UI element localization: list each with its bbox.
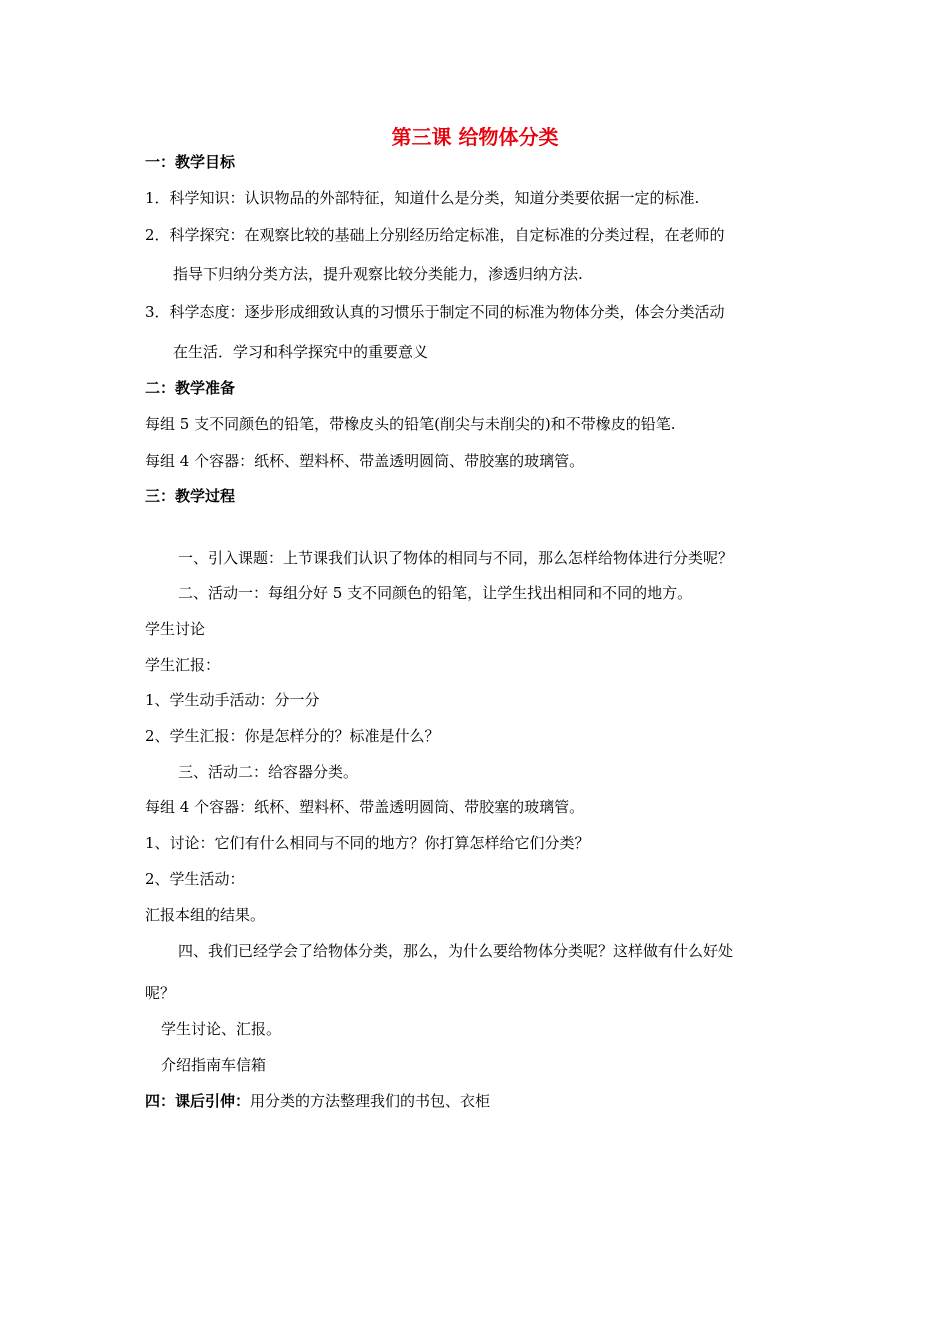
process-student-report: 学生汇报： <box>145 656 221 674</box>
preparation-pencils: 每组 5 支不同颜色的铅笔，带橡皮头的铅笔(削尖与未削尖的)和不带橡皮的铅笔. <box>145 415 676 433</box>
section-heading-preparation: 二：教学准备 <box>145 379 236 397</box>
process-containers: 每组 4 个容器：纸杯、塑料杯、带盖透明圆筒、带胶塞的玻璃管。 <box>145 798 585 816</box>
process-activity-one: 二、活动一：每组分好 5 支不同颜色的铅笔，让学生找出相同和不同的地方。 <box>178 584 693 602</box>
process-report-question: 2、学生汇报：你是怎样分的？标准是什么？ <box>145 727 440 745</box>
goal-knowledge: 1．科学知识：认识物品的外部特征，知道什么是分类，知道分类要依据一定的标准. <box>145 189 700 207</box>
process-student-activity: 2、学生活动： <box>145 870 245 888</box>
goal-attitude-line2: 在生活．学习和科学探究中的重要意义 <box>173 343 429 361</box>
process-activity-two: 三、活动二：给容器分类。 <box>178 763 359 781</box>
process-intro: 一、引入课题：上节课我们认识了物体的相同与不同，那么怎样给物体进行分类呢？ <box>178 549 734 567</box>
goal-attitude-line1: 3．科学态度：逐步形成细致认真的习惯乐于制定不同的标准为物体分类，体会分类活动 <box>145 303 725 321</box>
goal-inquiry-line2: 指导下归纳分类方法，提升观察比较分类能力，渗透归纳方法. <box>173 265 583 283</box>
goal-inquiry-line1: 2．科学探究：在观察比较的基础上分别经历给定标准，自定标准的分类过程，在老师的 <box>145 226 725 244</box>
section-heading-goals: 一：教学目标 <box>145 153 236 171</box>
process-discussion-question: 1、讨论：它们有什么相同与不同的地方？你打算怎样给它们分类？ <box>145 834 590 852</box>
section-heading-process: 三：教学过程 <box>145 487 236 505</box>
process-hands-on: 1、学生动手活动：分一分 <box>145 691 320 709</box>
document-title: 第三课 给物体分类 <box>391 125 559 149</box>
section-heading-extension: 四：课后引伸： <box>145 1092 251 1110</box>
process-why-classify-line2: 呢？ <box>145 984 176 1002</box>
extension-text: 用分类的方法整理我们的书包、衣柜 <box>250 1092 491 1110</box>
extension-line <box>145 1091 490 1111</box>
process-student-discussion: 学生讨论 <box>145 620 206 638</box>
process-compass-cart: 介绍指南车信箱 <box>161 1056 267 1074</box>
preparation-containers: 每组 4 个容器：纸杯、塑料杯、带盖透明圆筒、带胶塞的玻璃管。 <box>145 452 585 470</box>
process-why-classify-line1: 四、我们已经学会了给物体分类，那么，为什么要给物体分类呢？这样做有什么好处 <box>178 942 734 960</box>
process-group-results: 汇报本组的结果。 <box>145 906 266 924</box>
process-discuss-report: 学生讨论、汇报。 <box>161 1020 282 1038</box>
